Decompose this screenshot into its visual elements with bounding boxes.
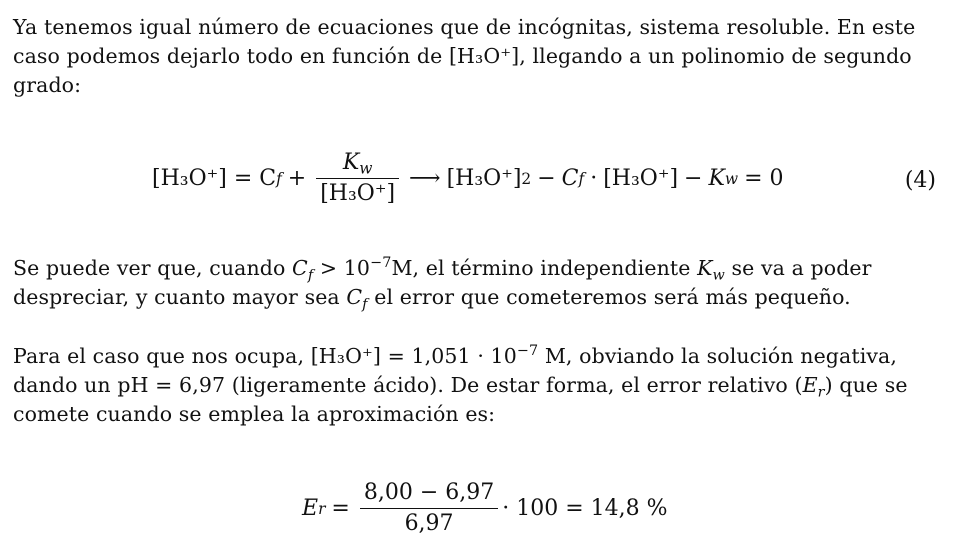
cf-symbol: C	[292, 256, 308, 280]
text-span: despreciar, y cuanto mayor sea	[13, 285, 340, 309]
text-span: se va a poder	[731, 256, 872, 280]
cf-sub: f	[362, 296, 368, 313]
h3o-concentration: [H₃O⁺]	[448, 44, 520, 68]
er-sub: r	[817, 384, 825, 401]
equation-4: [H₃O⁺] = C f + $\frac{K_w}{\text{[H₃O⁺]}}$ ⟶ [H₃O⁺] 2 − C f · [H₃O⁺] − K w = 0	[152, 150, 784, 207]
eq4-frac-denominator: [H₃O⁺]	[320, 181, 396, 207]
er-symbol: E	[302, 496, 319, 522]
eq4-equals-zero: = 0	[744, 166, 784, 192]
cf-symbol: C	[346, 285, 363, 309]
kw-symbol: K	[697, 256, 713, 280]
paragraph-intro	[13, 13, 937, 100]
eq4-rhs-h3o: [H₃O⁺]	[446, 166, 522, 192]
paragraph-kw-line-1	[13, 254, 937, 283]
eq4-rhs-h3o-2: [H₃O⁺]	[603, 166, 679, 192]
paragraph-case-line-1	[13, 342, 937, 371]
text-span: , llegando a un polinomio de segundo	[519, 44, 912, 68]
eq4-plus: +	[287, 166, 307, 192]
kw-sub: w	[359, 159, 373, 178]
paragraph-intro-line-3: grado:	[13, 73, 82, 97]
text-span: M, el término independiente	[391, 256, 691, 280]
er-fraction	[360, 480, 498, 537]
eq4-arrow: ⟶	[409, 166, 441, 192]
kw-symbol: K	[708, 166, 725, 192]
cf-sub: f	[307, 267, 314, 284]
er-equals: =	[331, 496, 350, 522]
eq4-minus: −	[537, 166, 556, 192]
text-span: Para el caso que nos ocupa,	[13, 344, 305, 368]
cf-symbol: C	[561, 166, 579, 192]
text-span: > 10	[319, 256, 371, 280]
equation-relative-error: E r = $\frac{8,00 - 6,97}{6,97}$ · 100 = 14,8 %	[302, 480, 668, 537]
text-span: Ya tenemos igual número de ecuaciones que de incógnitas, sistema resoluble. En este	[13, 15, 916, 39]
paragraph-intro-line-2	[13, 42, 937, 71]
text-span: el error que cometeremos será más pequeño.	[374, 285, 851, 309]
paragraph-case-line-3: comete cuando se emplea la aproximación es:	[13, 402, 496, 426]
er-frac-numerator: 8,00 − 6,97	[363, 480, 495, 505]
text-span: dando un pH = 6,97 (ligeramente ácido). De estar forma, el error relativo (	[13, 373, 803, 397]
paragraph-kw	[13, 254, 937, 312]
text-span: M, obviando la solución negativa,	[544, 344, 897, 368]
exponent: −7	[370, 255, 392, 272]
eq4-lhs: [H₃O⁺] = C	[152, 166, 277, 192]
eq4-dot: ·	[590, 166, 598, 192]
text-span: ) que se	[824, 373, 908, 397]
paragraph-kw-line-2	[13, 283, 937, 312]
er-result: · 100 = 14,8 %	[502, 496, 668, 522]
eq4-fraction	[316, 150, 399, 207]
eq4-frac-numerator	[339, 150, 377, 178]
text-span: caso podemos dejarlo todo en función de	[13, 44, 443, 68]
paragraph-intro-line-1	[13, 13, 937, 42]
paragraph-case	[13, 342, 937, 429]
kw-sub: w	[712, 267, 725, 284]
exponent: −7	[516, 343, 539, 360]
eq4-minus-2: −	[684, 166, 703, 192]
text-span: Se puede ver que, cuando	[13, 256, 286, 280]
paragraph-case-line-2	[13, 371, 937, 400]
er-frac-denominator: 6,97	[404, 511, 454, 537]
kw-symbol: K	[342, 150, 360, 175]
h3o-value: [H₃O⁺] = 1,051 · 10	[310, 344, 517, 368]
equation-number: (4)	[904, 168, 936, 193]
er-symbol: E	[802, 373, 818, 397]
